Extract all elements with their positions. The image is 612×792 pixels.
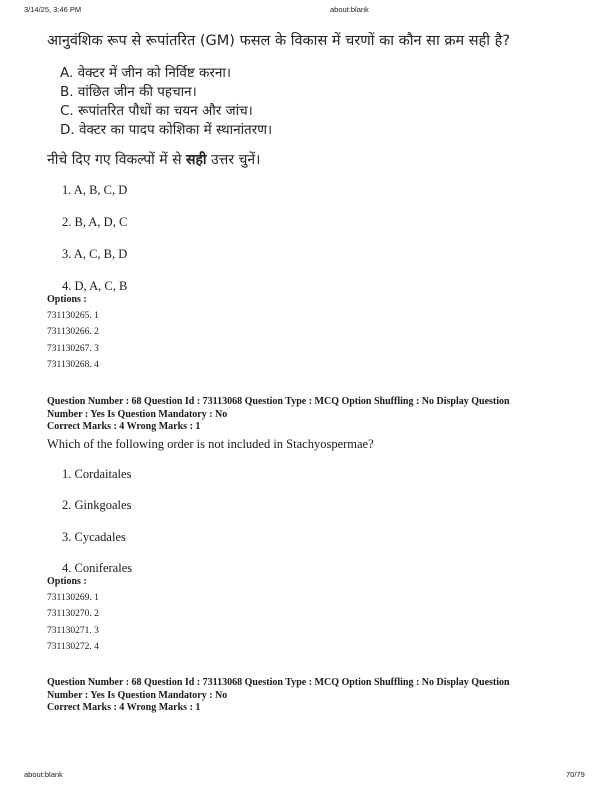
page-header-title: about:blank — [330, 5, 369, 14]
question-meta: Question Number : 68 Question Id : 73113068 Question Type : MCQ Option Shuffling : No Display Question Number : Yes Is Question Mandatory : No Correct Marks : 4 Wrong Marks : 1 — [47, 396, 510, 432]
print-datetime: 3/14/25, 3:46 PM — [24, 5, 82, 14]
option-code: 731130265. 1 — [47, 311, 99, 321]
statement-c: C. रूपांतरित पौधों का चयन और जांच। — [60, 103, 253, 119]
option-1: 1. A, B, C, D — [62, 183, 128, 197]
option-1: 1. Cordaitales — [62, 467, 132, 481]
option-code: 731130267. 3 — [47, 344, 99, 354]
option-code: 731130266. 2 — [47, 327, 99, 337]
statement-b: B. वांछित जीन की पहचान। — [60, 84, 197, 100]
option-code: 731130268. 4 — [47, 360, 99, 370]
statement-a: A. वेक्टर में जीन को निर्विष्ट करना। — [60, 65, 232, 81]
footer-url: about:blank — [24, 770, 63, 779]
option-4: 4. Coniferales — [62, 561, 133, 575]
statement-d: D. वेक्टर का पादप कोशिका में स्थानांतरण। — [60, 122, 273, 138]
option-2: 2. B, A, D, C — [62, 215, 128, 229]
question-text-hindi: आनुवंशिक रूप से रूपांतरित (GM) फसल के विकास में चरणों का कौन सा क्रम सही है? — [47, 33, 511, 49]
option-3: 3. A, C, B, D — [62, 247, 128, 261]
option-code: 731130272. 4 — [47, 642, 99, 652]
question-text: Which of the following order is not included in Stachyospermae? — [47, 437, 374, 451]
instruction-text: नीचे दिए गए विकल्पों में से सही उत्तर चुनें। — [47, 152, 261, 168]
option-3: 3. Cycadales — [62, 530, 126, 544]
options-label: Options : — [47, 576, 87, 587]
page-number: 70/79 — [566, 770, 585, 779]
option-4: 4. D, A, C, B — [62, 279, 128, 293]
option-code: 731130269. 1 — [47, 593, 99, 603]
option-2: 2. Ginkgoales — [62, 498, 132, 512]
option-code: 731130271. 3 — [47, 626, 99, 636]
options-label: Options : — [47, 294, 87, 305]
question-meta: Question Number : 68 Question Id : 73113068 Question Type : MCQ Option Shuffling : No Display Question Number : Yes Is Question Mandatory : No Correct Marks : 4 Wrong Marks : 1 — [47, 677, 510, 713]
option-code: 731130270. 2 — [47, 609, 99, 619]
